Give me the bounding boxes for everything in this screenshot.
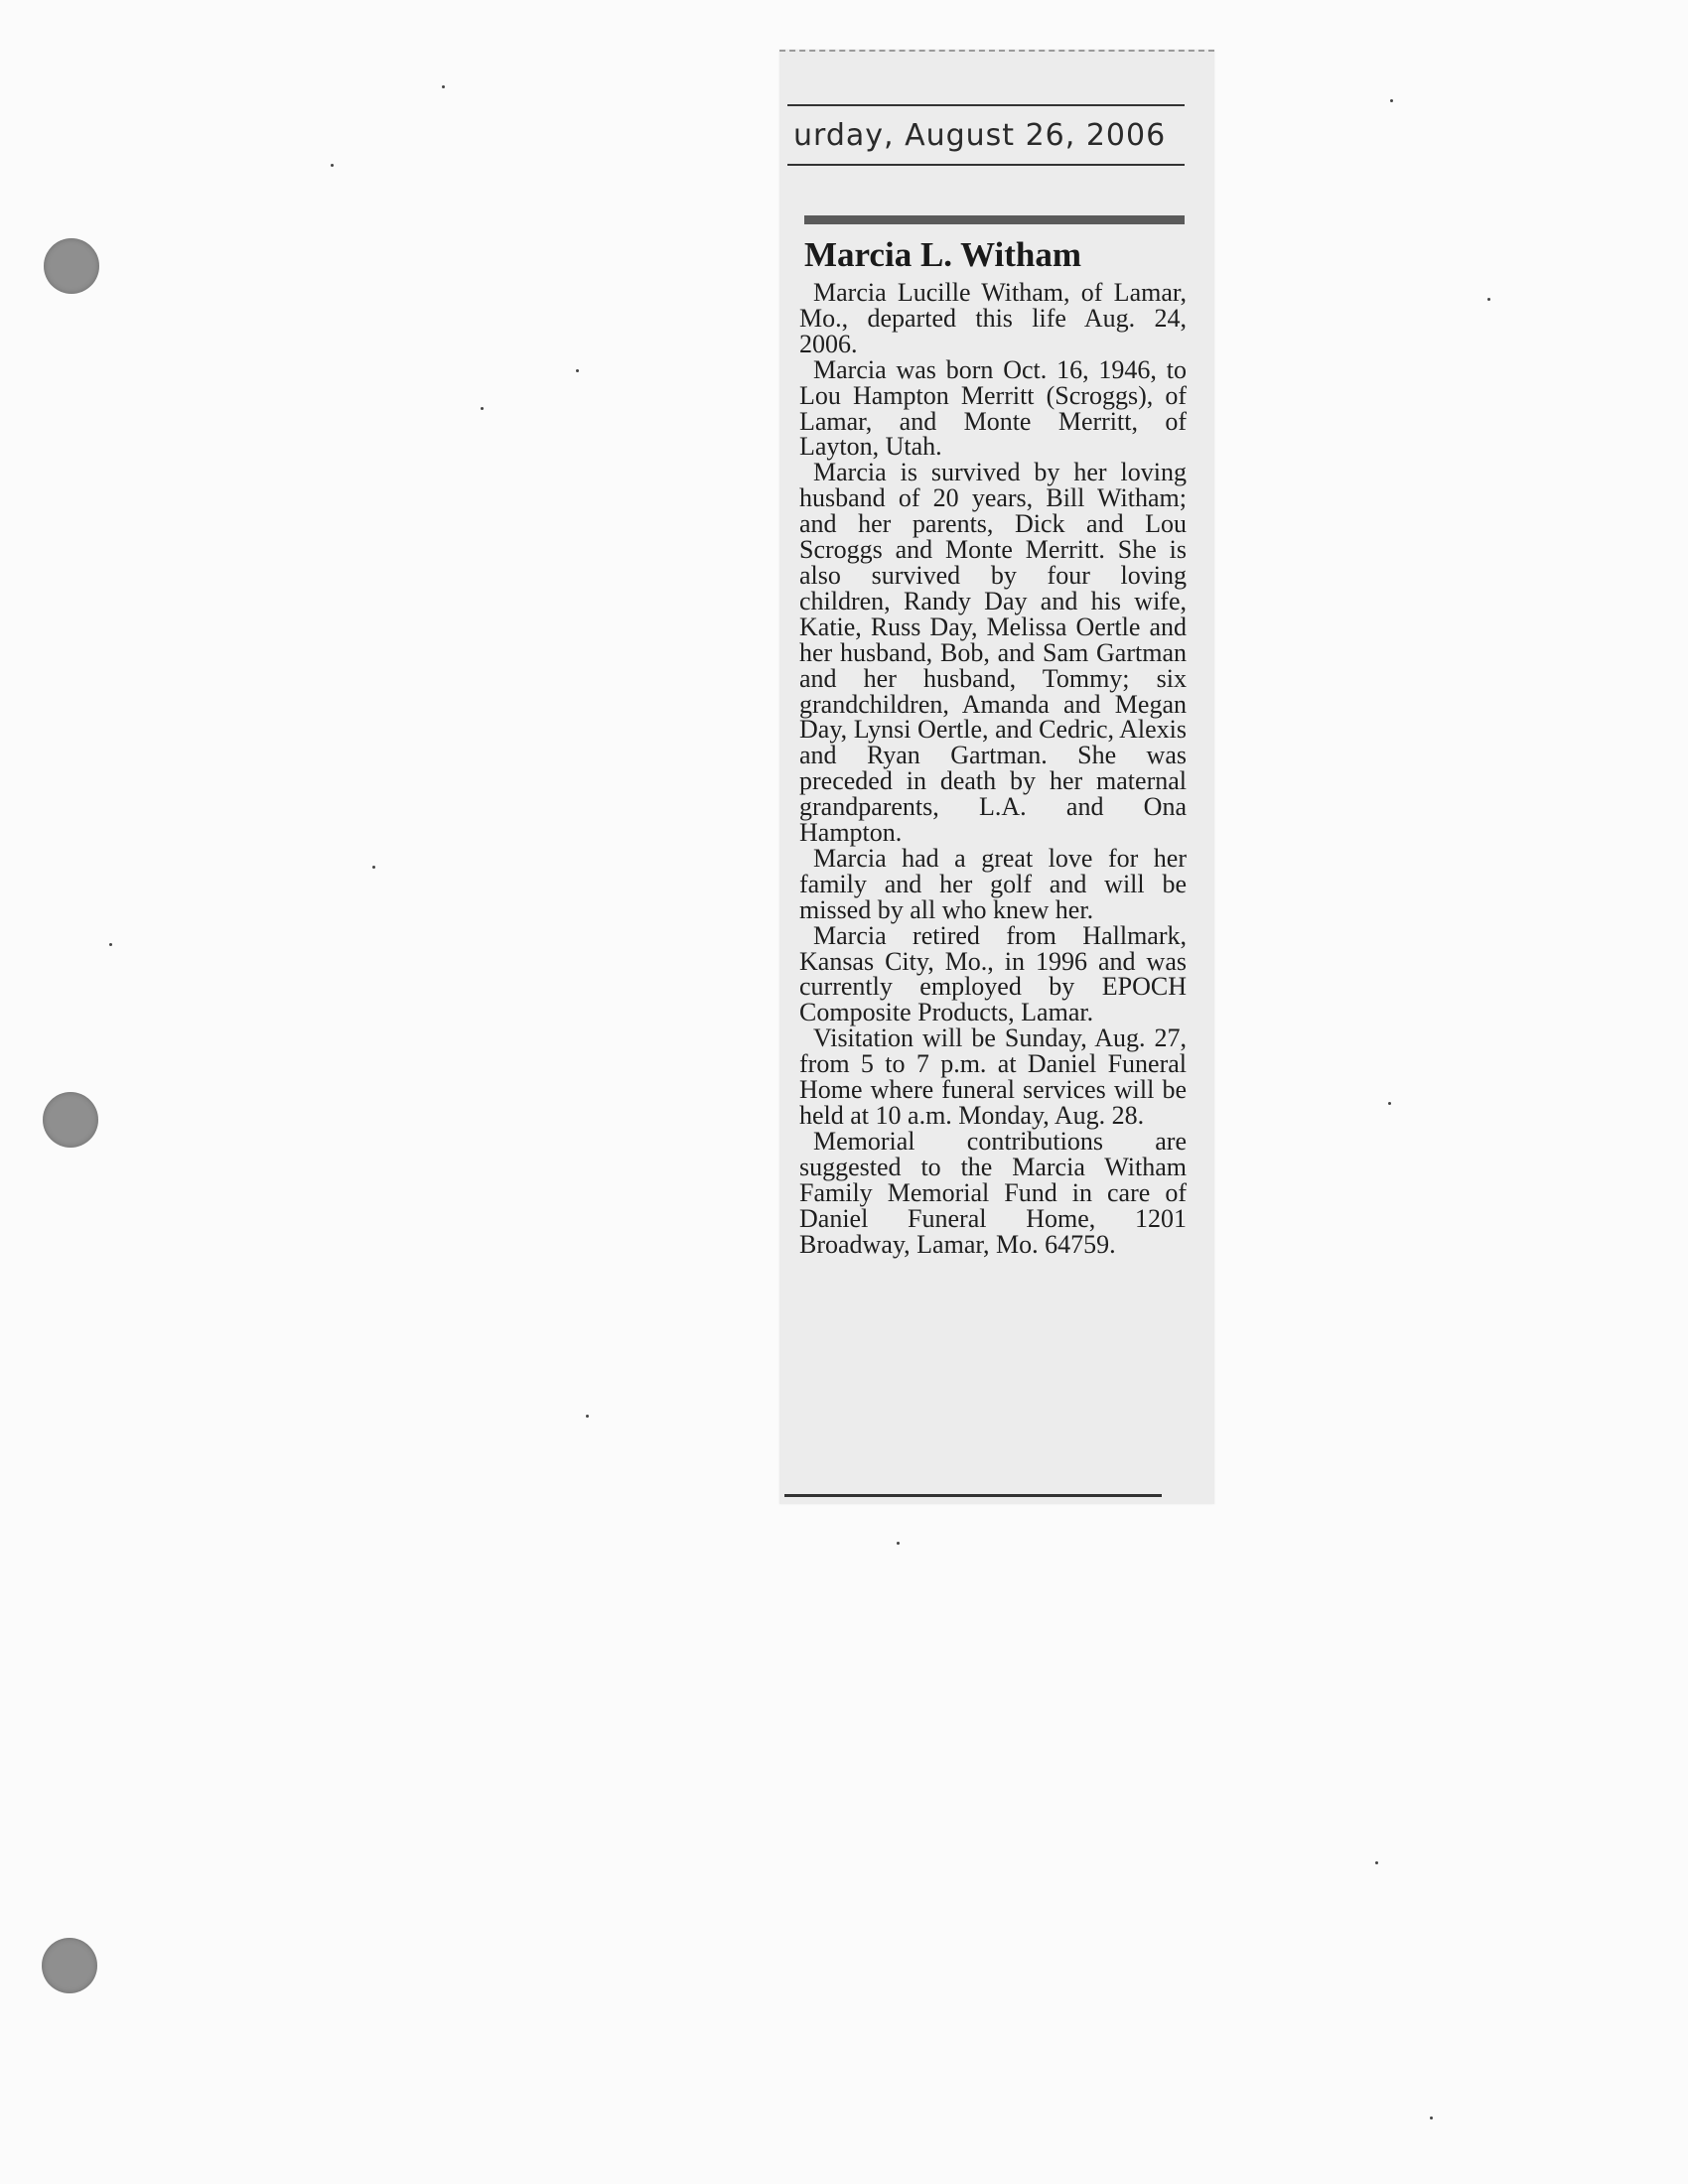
scan-speck bbox=[1487, 298, 1490, 301]
scan-speck bbox=[576, 369, 579, 372]
torn-edge bbox=[779, 50, 1214, 58]
paragraph: Marcia had a great love for her family and her golf and will be missed by all who knew her. bbox=[799, 843, 1187, 924]
paragraph: Marcia was born Oct. 16, 1946, to Lou Hampton Merritt (Scroggs), of Lamar, and Monte Merritt, of Layton, Utah. bbox=[799, 354, 1187, 462]
scan-speck bbox=[481, 407, 484, 410]
scan-speck bbox=[442, 85, 445, 88]
paragraph: Memorial contributions are suggested to the Marcia Witham Family Memorial Fund in care of Daniel Funeral Home, 1201 Broadway, Lamar, Mo. 64759. bbox=[799, 1126, 1187, 1259]
scan-speck bbox=[1390, 99, 1393, 102]
paragraph: Visitation will be Sunday, Aug. 27, from 5 to 7 p.m. at Daniel Funeral Home where funeral services will be held at 10 a.m. Monday, Aug. 28. bbox=[799, 1024, 1187, 1130]
obituary-title: Marcia L. Witham bbox=[804, 235, 1082, 274]
dateline-rule bbox=[787, 104, 1185, 166]
scan-speck bbox=[586, 1415, 589, 1418]
paragraph: Marcia retired from Hallmark, Kansas City, Mo., in 1996 and was currently employed by EPOCH Composite Products, Lamar. bbox=[799, 920, 1187, 1027]
scan-speck bbox=[897, 1542, 900, 1545]
punch-hole-top bbox=[44, 238, 99, 294]
punch-hole-middle bbox=[43, 1092, 98, 1148]
dateline: urday, August 26, 2006 bbox=[793, 118, 1167, 153]
scan-speck bbox=[331, 164, 334, 167]
punch-hole-bottom bbox=[42, 1938, 97, 1993]
scan-speck bbox=[1375, 1861, 1378, 1864]
closing-rule bbox=[784, 1494, 1162, 1497]
paragraph: Marcia Lucille Witham, of Lamar, Mo., departed this life Aug. 24, 2006. bbox=[799, 278, 1187, 358]
heading-rule bbox=[804, 215, 1185, 224]
paragraph: Marcia is survived by her loving husband of 20 years, Bill Witham; and her parents, Dick and Lou Scroggs and Monte Merritt. She is also survived by four loving children, Randy Day and his wife, Katie, Russ Day, Melissa Oertle and her husband, Bob, and Sam Gartman and her husband, Tommy; six grandchildren, Amanda and Megan Day, Lynsi Oertle, and Cedric, Alexis and Ryan Gartman. She was preceded in death by her maternal grandparents, L.A. and Ona Hampton. bbox=[799, 458, 1187, 848]
obituary-body bbox=[799, 280, 1187, 1257]
newspaper-clipping bbox=[779, 50, 1214, 1504]
scan-speck bbox=[1430, 2116, 1433, 2119]
scan-speck bbox=[372, 866, 375, 869]
scan-speck bbox=[1388, 1102, 1391, 1105]
scan-speck bbox=[109, 943, 112, 946]
